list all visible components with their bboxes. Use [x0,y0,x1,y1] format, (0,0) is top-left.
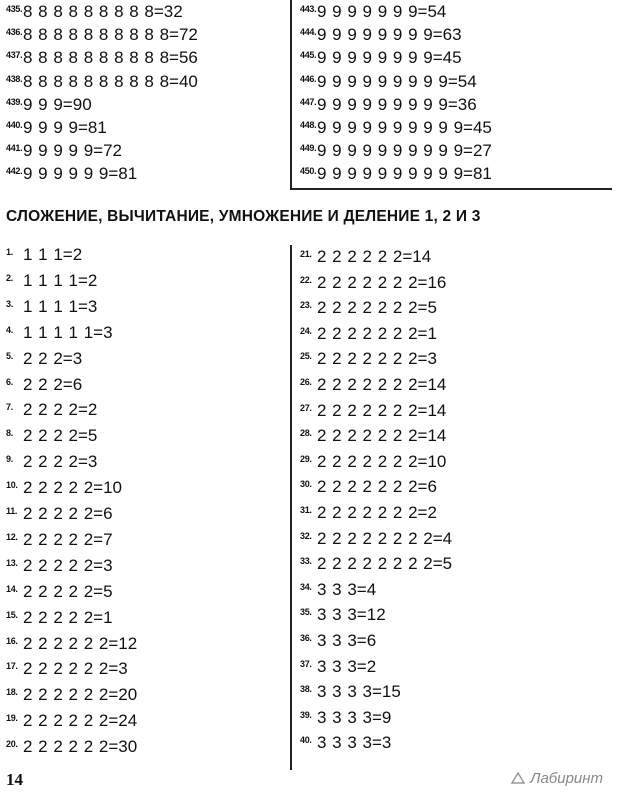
exercise-expression: 2 2 2 2 2 2 2=3 [317,349,437,369]
exercise-row [6,608,113,632]
exercise-expression: 9 9 9 9 9 9 9 9 9=54 [317,71,477,91]
top-column-divider [290,0,292,190]
exercise-row [300,349,437,373]
exercise-number: 15. [6,609,18,620]
exercise-expression: 9 9 9=90 [23,94,92,114]
exercise-row [300,72,477,96]
exercise-expression: 9 9 9 9 9 9 9 9 9 9=45 [317,118,492,137]
exercise-row [6,478,122,502]
exercise-number: 17. [6,661,18,672]
exercise-number: 30. [300,479,312,490]
exercise-row [300,529,452,553]
exercise-expression: 2 2 2 2 2 2 2=1 [317,323,437,343]
exercise-row [6,556,113,580]
exercise-expression: 2 2 2 2 2 2=20 [23,685,138,705]
exercise-expression: 2 2 2 2 2 2=12 [23,633,138,653]
exercise-number: 449. [300,143,317,154]
exercise-row [300,298,437,322]
exercise-expression: 2 2 2 2 2=6 [23,504,113,523]
exercise-row [6,659,128,683]
exercise-expression: 2 2 2 2 2=5 [23,581,113,601]
exercise-number: 3. [6,298,13,309]
exercise-expression: 2 2 2 2 2 2=24 [23,711,138,731]
exercise-expression: 2 2 2 2 2=3 [23,555,113,575]
exercise-number: 26. [300,377,312,387]
exercise-expression: 2 2 2 2 2 2 2=10 [317,451,447,471]
exercise-number: 36. [300,633,312,643]
exercise-number: 40. [300,735,312,746]
exercise-expression: 2 2 2 2 2 2 2 2=4 [317,528,453,548]
exercise-expression: 3 3 3=12 [317,605,386,625]
exercise-expression: 9 9 9 9 9 9 9 9 9 9=27 [317,141,492,161]
exercise-row [300,682,401,706]
exercise-expression: 2 2 2 2 2 2=30 [23,737,138,757]
exercise-row [6,271,97,295]
exercise-row [300,452,446,476]
exercise-number: 448. [300,120,317,130]
exercise-expression: 2 2 2 2 2 2 2=14 [317,400,447,420]
exercise-expression: 9 9 9 9 9 9 9 9 9 9=81 [317,164,492,184]
exercise-number: 24. [300,325,312,336]
exercise-row [300,554,452,578]
page-number: 14 [6,770,23,789]
exercise-number: 444. [300,27,317,38]
bottom-column-divider [290,245,292,770]
exercise-row [300,164,492,188]
exercise-expression: 8 8 8 8 8 8 8 8 8 8=40 [23,71,198,91]
exercise-expression: 2 2 2 2=3 [23,452,98,472]
exercise-expression: 1 1 1 1=2 [23,270,98,290]
exercise-row [300,2,446,26]
exercise-number: 435. [6,4,23,14]
exercise-number: 27. [300,402,312,413]
exercise-number: 447. [300,96,317,107]
exercise-expression: 3 3 3=6 [317,631,377,650]
exercise-number: 4. [6,324,13,335]
exercise-expression: 8 8 8 8 8 8 8 8 8=32 [23,2,183,21]
exercise-row [6,164,137,188]
exercise-number: 9. [6,454,13,465]
exercise-expression: 2 2 2 2 2 2 2 2=5 [317,554,453,574]
exercise-number: 437. [6,50,23,61]
exercise-number: 2. [6,272,13,283]
exercise-number: 31. [300,505,312,515]
exercise-row [6,375,82,399]
exercise-number: 23. [300,300,312,311]
exercise-row [6,634,137,658]
exercise-row [6,118,107,142]
exercise-number: 16. [6,635,18,646]
exercise-number: 39. [300,709,312,720]
exercise-number: 25. [300,351,312,362]
exercise-row [6,72,198,96]
exercise-number: 32. [300,530,312,541]
exercise-expression: 9 9 9 9=81 [23,118,107,137]
exercise-number: 22. [300,274,312,285]
exercise-row [6,452,97,476]
exercise-number: 37. [300,658,312,669]
exercise-expression: 2 2 2 2 2 2=3 [23,659,128,679]
exercise-row [6,582,113,606]
exercise-number: 445. [300,50,317,61]
exercise-number: 28. [300,428,312,439]
exercise-expression: 2 2 2 2 2 2 2=5 [317,298,437,318]
exercise-row [300,657,376,681]
exercise-number: 38. [300,684,312,695]
exercise-number: 450. [300,166,317,177]
exercise-row [6,2,183,26]
exercise-number: 11. [6,506,18,516]
exercise-number: 6. [6,376,13,387]
exercise-row [300,708,391,732]
exercise-expression: 3 3 3=2 [317,656,377,676]
exercise-row [6,504,113,528]
exercise-expression: 3 3 3 3=9 [317,707,392,727]
exercise-expression: 1 1 1 1 1=3 [23,322,113,342]
exercise-expression: 3 3 3=4 [317,579,377,599]
watermark [510,770,603,787]
exercise-expression: 9 9 9 9 9 9 9=54 [317,2,447,21]
exercise-row [300,580,376,604]
exercise-expression: 2 2 2 2 2 2 2=14 [317,375,447,394]
exercise-row [6,400,97,424]
exercise-row [6,323,113,347]
section-heading: СЛОЖЕНИЕ, ВЫЧИТАНИЕ, УМНОЖЕНИЕ И ДЕЛЕНИЕ 1, 2 И 3 [6,208,481,225]
exercise-row [300,503,437,527]
exercise-expression: 9 9 9 9 9=72 [23,141,123,161]
exercise-row [300,141,492,165]
exercise-row [300,48,462,72]
exercise-row [300,324,437,348]
exercise-expression: 2 2 2 2 2 2 2=2 [317,503,437,522]
exercise-row [6,685,137,709]
exercise-row [300,375,446,399]
exercise-expression: 1 1 1=2 [23,245,83,264]
exercise-row [300,605,386,629]
exercise-row [6,95,92,119]
exercise-expression: 8 8 8 8 8 8 8 8 8 8=56 [23,48,198,68]
exercise-row [6,711,137,735]
exercise-row [6,25,198,49]
exercise-number: 29. [300,453,312,464]
exercise-expression: 9 9 9 9 9 9 9 9 9=36 [317,94,477,114]
watermark-text: Лабиринт [530,770,604,787]
exercise-row [6,530,113,554]
exercise-number: 442. [6,166,23,177]
exercise-row [6,349,82,373]
exercise-number: 443. [300,4,317,14]
exercise-expression: 9 9 9 9 9 9 9 9=45 [317,48,462,68]
exercise-expression: 2 2 2 2=5 [23,426,98,446]
exercise-expression: 9 9 9 9 9 9 9 9=63 [317,25,462,45]
exercise-row [300,25,462,49]
exercise-row [6,48,198,72]
exercise-row [300,118,492,142]
exercise-row [300,247,431,271]
exercise-expression: 2 2 2 2 2 2 2=14 [317,426,447,446]
exercise-row [300,95,477,119]
exercise-number: 1. [6,247,13,257]
exercise-number: 440. [6,120,23,130]
exercise-row [6,737,137,761]
exercise-expression: 2 2 2 2 2 2 2=6 [317,477,437,497]
exercise-number: 13. [6,557,18,568]
exercise-expression: 2 2 2 2 2=7 [23,529,113,549]
exercise-row [300,733,391,757]
exercise-number: 14. [6,583,18,594]
exercise-row [6,141,122,165]
exercise-number: 35. [300,607,312,618]
exercise-number: 7. [6,402,13,413]
exercise-number: 20. [6,739,18,750]
exercise-row [300,273,446,297]
exercise-number: 18. [6,687,18,698]
labirint-logo-icon [510,771,526,785]
exercise-number: 438. [6,73,23,84]
exercise-row [6,297,97,321]
exercise-expression: 1 1 1 1=3 [23,296,98,316]
exercise-expression: 2 2 2 2 2 2 2=16 [317,272,447,292]
exercise-expression: 3 3 3 3=3 [317,733,392,753]
exercise-number: 8. [6,428,13,439]
exercise-expression: 2 2 2=6 [23,374,83,394]
exercise-expression: 3 3 3 3=15 [317,682,401,702]
exercise-row [300,401,446,425]
exercise-expression: 2 2 2 2=2 [23,400,98,420]
exercise-number: 12. [6,531,18,542]
exercise-row [6,426,97,450]
exercise-row [300,477,437,501]
exercise-number: 446. [300,73,317,84]
exercise-expression: 2 2 2 2 2=1 [23,607,113,627]
exercise-number: 33. [300,556,312,567]
exercise-number: 5. [6,350,13,361]
exercise-row [6,245,82,269]
exercise-row [300,631,376,655]
exercise-expression: 2 2 2 2 2=10 [23,478,123,498]
exercise-number: 436. [6,27,23,38]
exercise-expression: 9 9 9 9 9 9=81 [23,164,138,184]
exercise-number: 441. [6,143,23,154]
exercise-row [300,426,446,450]
exercise-number: 34. [300,581,312,592]
exercise-expression: 2 2 2=3 [23,348,83,368]
exercise-number: 439. [6,96,23,107]
exercise-expression: 8 8 8 8 8 8 8 8 8 8=72 [23,25,198,45]
exercise-number: 10. [6,480,18,491]
exercise-number: 19. [6,713,18,724]
exercise-expression: 2 2 2 2 2 2=14 [317,247,432,266]
exercise-number: 21. [300,249,312,259]
